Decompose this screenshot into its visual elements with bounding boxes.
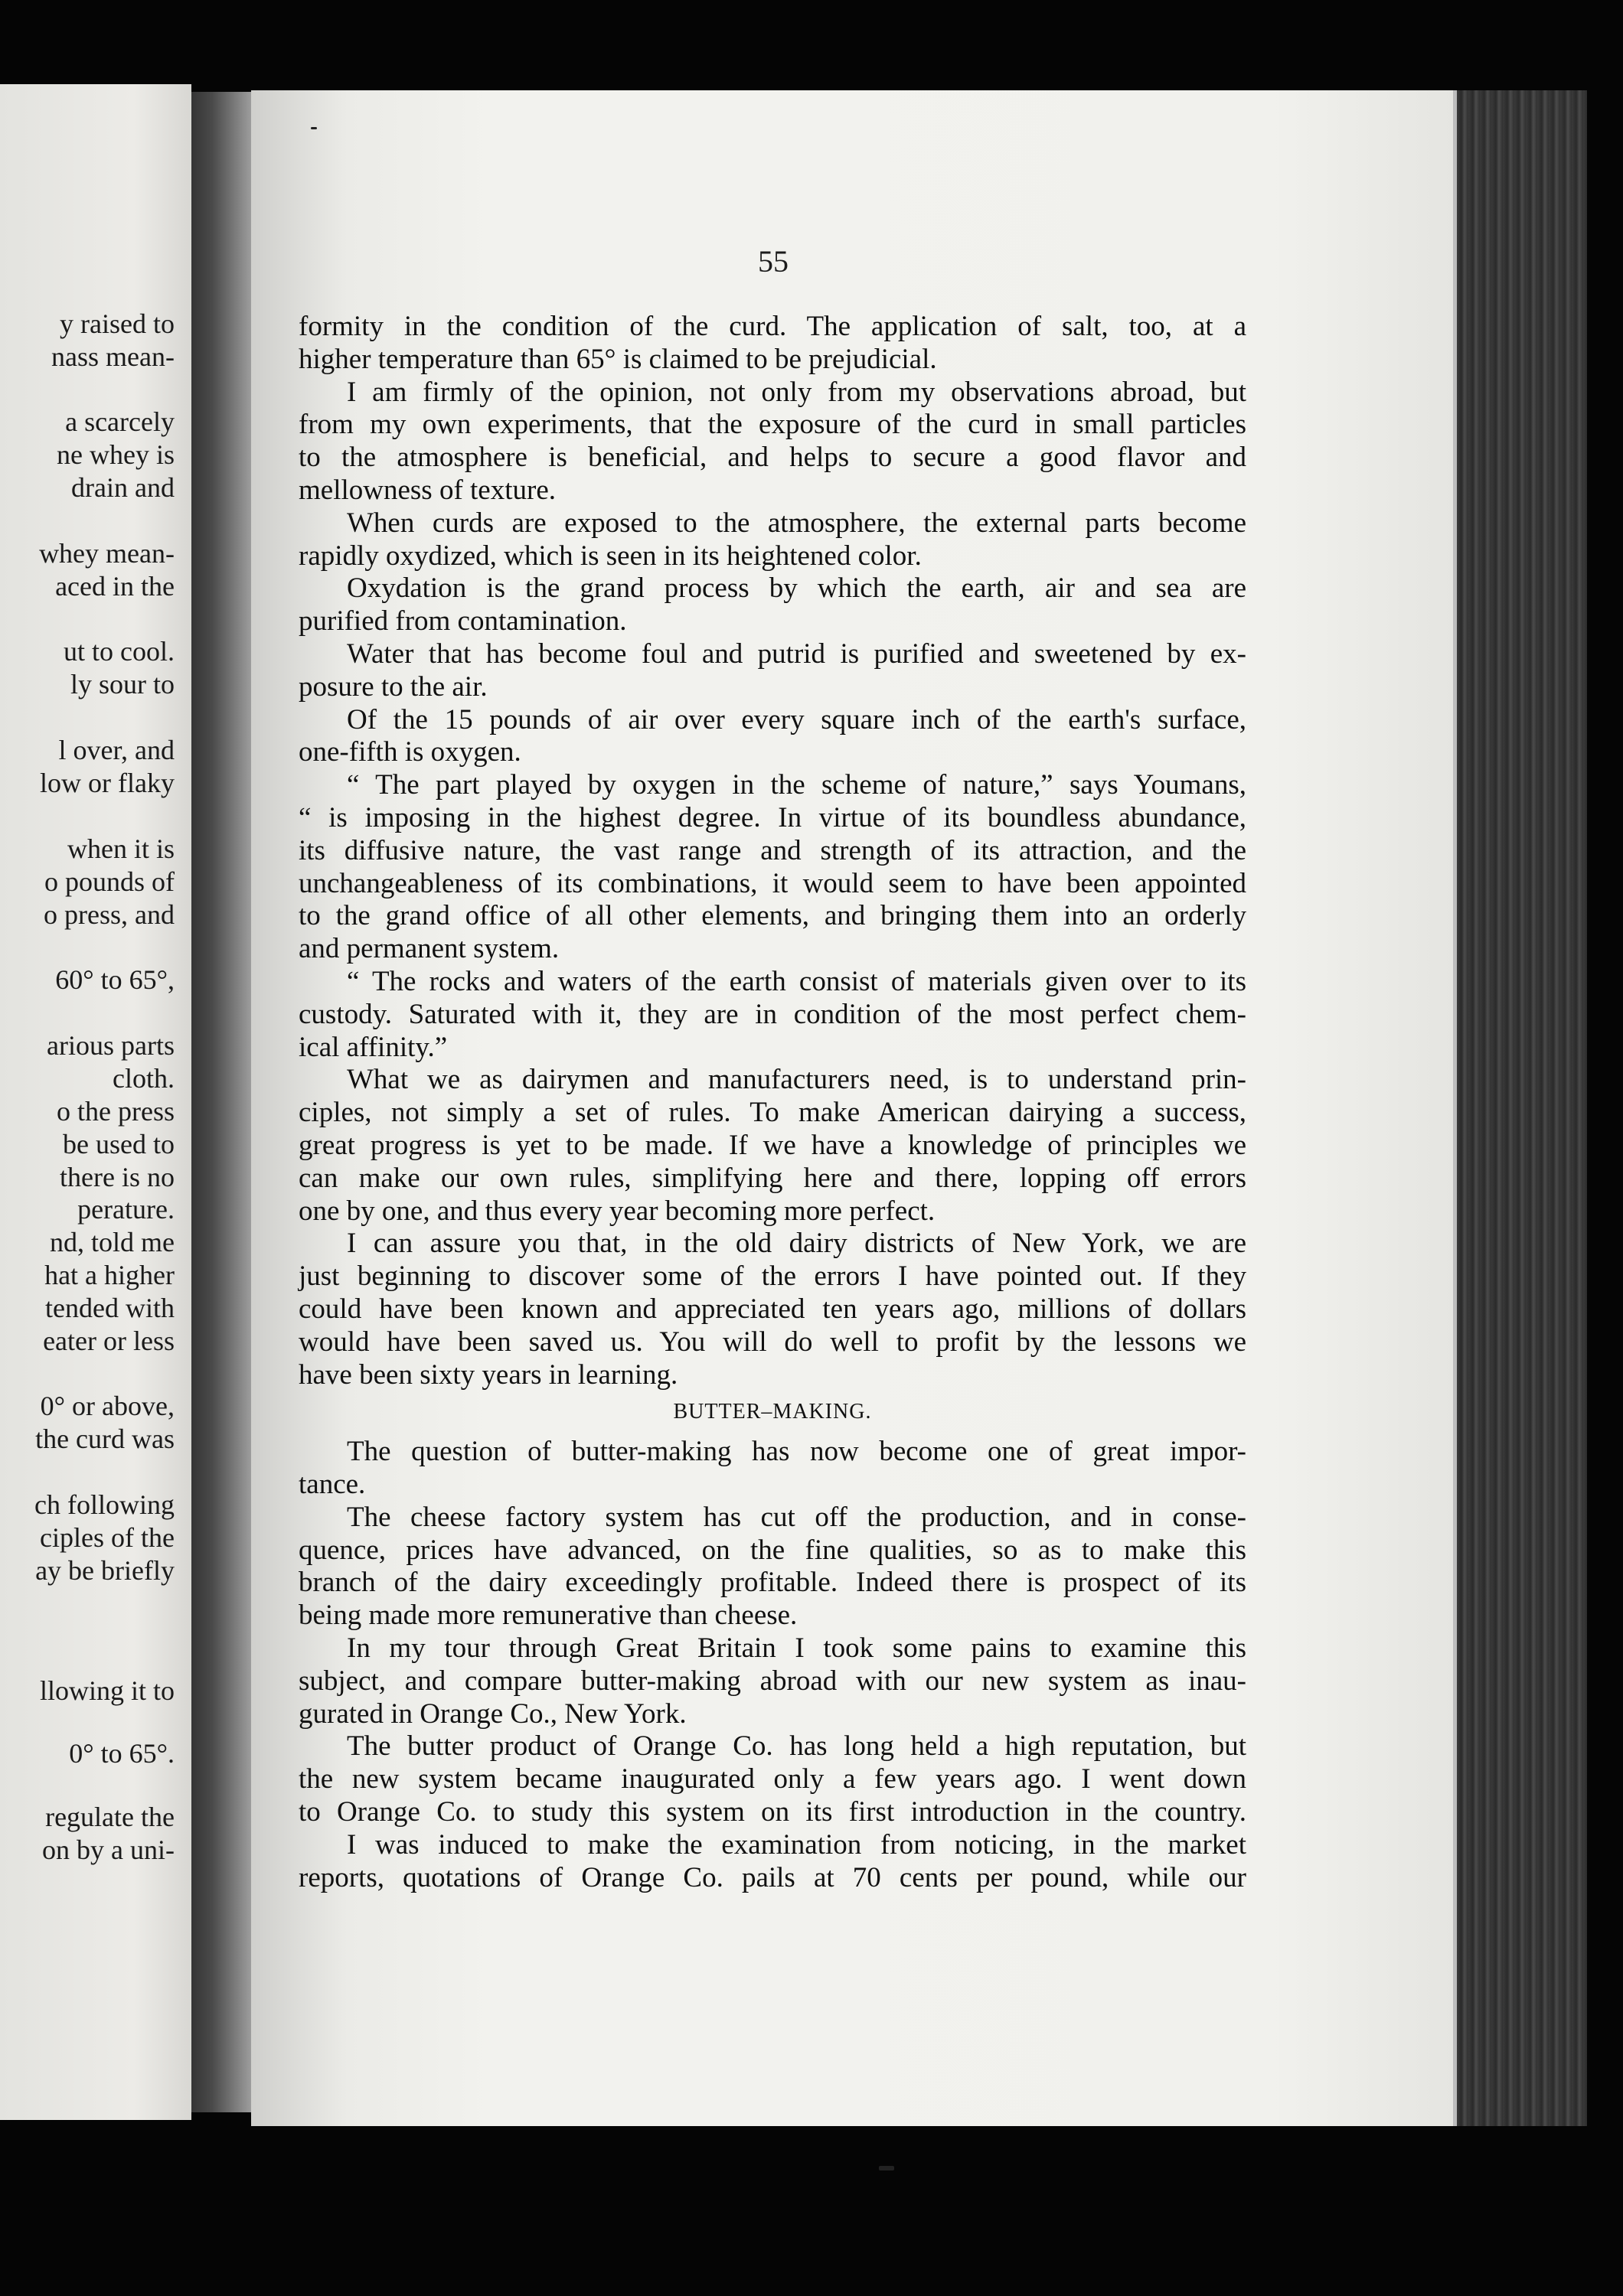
section-heading: BUTTER–MAKING. (673, 1400, 872, 1424)
text-line: mellowness of texture. (299, 474, 556, 506)
left-page-fragment: 60° to 65°, (55, 964, 175, 995)
text-line: The cheese factory system has cut off the production, and in conse- (347, 1501, 1246, 1533)
left-page-fragment: eater or less (43, 1326, 175, 1356)
left-page-fragment: l over, and (58, 735, 175, 765)
left-page-fragment: be used to (63, 1129, 175, 1159)
text-line: ical affinity.” (299, 1031, 448, 1063)
page-number: 55 (758, 244, 789, 279)
text-line: could have been known and appreciated ten years ago, millions of dollars (299, 1293, 1246, 1325)
left-page-fragment: regulate the (45, 1802, 175, 1832)
text-line: can make our own rules, simplifying here and there, lopping off errors (299, 1162, 1246, 1194)
text-line: “ is imposing in the highest degree. In virtue of its boundless abundance, (299, 801, 1246, 833)
text-line: quence, prices have advanced, on the fine qualities, so as to make this (299, 1534, 1246, 1566)
left-page-fragment: ay be briefly (35, 1555, 175, 1586)
left-page-fragment: when it is (67, 833, 175, 864)
text-line: formity in the condition of the curd. The application of salt, too, at a (299, 311, 1246, 342)
left-page-fragment: arious parts (47, 1030, 175, 1061)
left-page-fragment: ne whey is (57, 439, 175, 470)
left-page-fragment: ciples of the (40, 1522, 175, 1553)
text-line: have been sixty years in learning. (299, 1358, 678, 1391)
text-line: one by one, and thus every year becoming more perfect. (299, 1195, 936, 1227)
left-page-fragment: o the press (57, 1096, 175, 1127)
book-gutter (191, 92, 251, 2112)
left-page-fragment: nd, told me (50, 1227, 175, 1257)
left-page-fragment: whey mean- (39, 538, 175, 569)
ink-speck (879, 2166, 894, 2170)
left-page-fragment: cloth. (113, 1063, 175, 1094)
text-line: to the grand office of all other elements, and bringing them into an orderly (299, 900, 1246, 932)
text-line: being made more remunerative than cheese. (299, 1600, 798, 1632)
text-line: The question of butter-making has now become one of great impor- (347, 1436, 1246, 1468)
left-page (0, 84, 191, 2120)
text-line: ciples, not simply a set of rules. To make American dairying a success, (299, 1097, 1246, 1129)
left-page-fragment: perature. (77, 1194, 175, 1225)
text-line: gurated in Orange Co., New York. (299, 1698, 687, 1730)
text-line: to Orange Co. to study this system on its first introduction in the country. (299, 1796, 1246, 1828)
ink-speck (311, 127, 317, 129)
text-line: from my own experiments, that the exposure of the curd in small particles (299, 409, 1246, 441)
text-line: I was induced to make the examination from noticing, in the market (347, 1828, 1246, 1861)
left-page-fragment: llowing it to (39, 1675, 175, 1706)
text-line: “ The rocks and waters of the earth consist of materials given over to its (347, 965, 1246, 997)
text-line: just beginning to discover some of the errors I have pointed out. If they (299, 1261, 1246, 1293)
left-page-fragment: nass mean- (51, 341, 175, 372)
text-line: its diffusive nature, the vast range and strength of its attraction, and the (299, 834, 1246, 866)
left-page-fragment: the curd was (35, 1424, 175, 1454)
left-page-fragment: o pounds of (44, 866, 175, 897)
left-page-fragment: 0° or above, (40, 1391, 175, 1421)
text-line: the new system became inaugurated only a few years ago. I went down (299, 1763, 1246, 1795)
text-line: What we as dairymen and manufacturers need, is to understand prin- (347, 1064, 1246, 1096)
text-line: tance. (299, 1469, 366, 1501)
text-line: rapidly oxydized, which is seen in its heightened color. (299, 540, 922, 572)
left-page-fragment: there is no (60, 1162, 175, 1192)
text-line: higher temperature than 65° is claimed to be prejudicial. (299, 343, 937, 375)
page-edges (1453, 90, 1587, 2126)
left-page-fragment: ly sour to (70, 669, 175, 700)
left-page-fragment: 0° to 65°. (69, 1738, 175, 1769)
left-page-fragment: hat a higher (44, 1260, 175, 1290)
text-line: custody. Saturated with it, they are in condition of the most perfect chem- (299, 998, 1246, 1030)
text-line: would have been saved us. You will do well to profit by the lessons we (299, 1326, 1246, 1358)
text-line: unchangeableness of its combinations, it would seem to have been appointed (299, 867, 1246, 899)
left-page-fragment: o press, and (44, 899, 175, 930)
left-page-fragment: ut to cool. (64, 636, 175, 667)
text-line: purified from contamination. (299, 605, 627, 638)
text-line: “ The part played by oxygen in the scheme of nature,” says Youmans, (347, 769, 1246, 801)
text-line: I can assure you that, in the old dairy districts of New York, we are (347, 1228, 1246, 1260)
left-page-fragment: low or flaky (40, 768, 175, 798)
text-line: great progress is yet to be made. If we have a knowledge of principles we (299, 1129, 1246, 1161)
left-page-fragment: tended with (45, 1293, 175, 1323)
text-line: one-fifth is oxygen. (299, 736, 521, 768)
text-line: subject, and compare butter-making abroad with our new system as inau- (299, 1665, 1246, 1697)
text-line: I am firmly of the opinion, not only from my observations abroad, but (347, 376, 1246, 408)
page-body (299, 311, 1246, 1894)
text-line: to the atmosphere is beneficial, and helps to secure a good flavor and (299, 442, 1246, 474)
text-line: and permanent system. (299, 933, 560, 965)
left-page-fragment: on by a uni- (42, 1835, 175, 1865)
left-page-fragment: ch following (34, 1489, 175, 1520)
text-line: branch of the dairy exceedingly profitable. Indeed there is prospect of its (299, 1567, 1246, 1599)
left-page-fragment: aced in the (55, 571, 175, 602)
left-page-fragment: a scarcely (65, 406, 175, 437)
text-line: Oxydation is the grand process by which the earth, air and sea are (347, 572, 1246, 605)
text-line: The butter product of Orange Co. has long held a high reputation, but (347, 1730, 1246, 1763)
text-line: Water that has become foul and putrid is purified and sweetened by ex- (347, 638, 1246, 670)
text-line: posure to the air. (299, 670, 488, 703)
text-line: reports, quotations of Orange Co. pails at 70 cents per pound, while our (299, 1861, 1246, 1893)
text-line: When curds are exposed to the atmosphere, the external parts become (347, 507, 1246, 539)
text-line: Of the 15 pounds of air over every square inch of the earth's surface, (347, 703, 1246, 735)
left-page-fragment: drain and (71, 472, 175, 503)
text-line: In my tour through Great Britain I took some pains to examine this (347, 1632, 1246, 1665)
left-page-fragment: y raised to (60, 308, 175, 339)
